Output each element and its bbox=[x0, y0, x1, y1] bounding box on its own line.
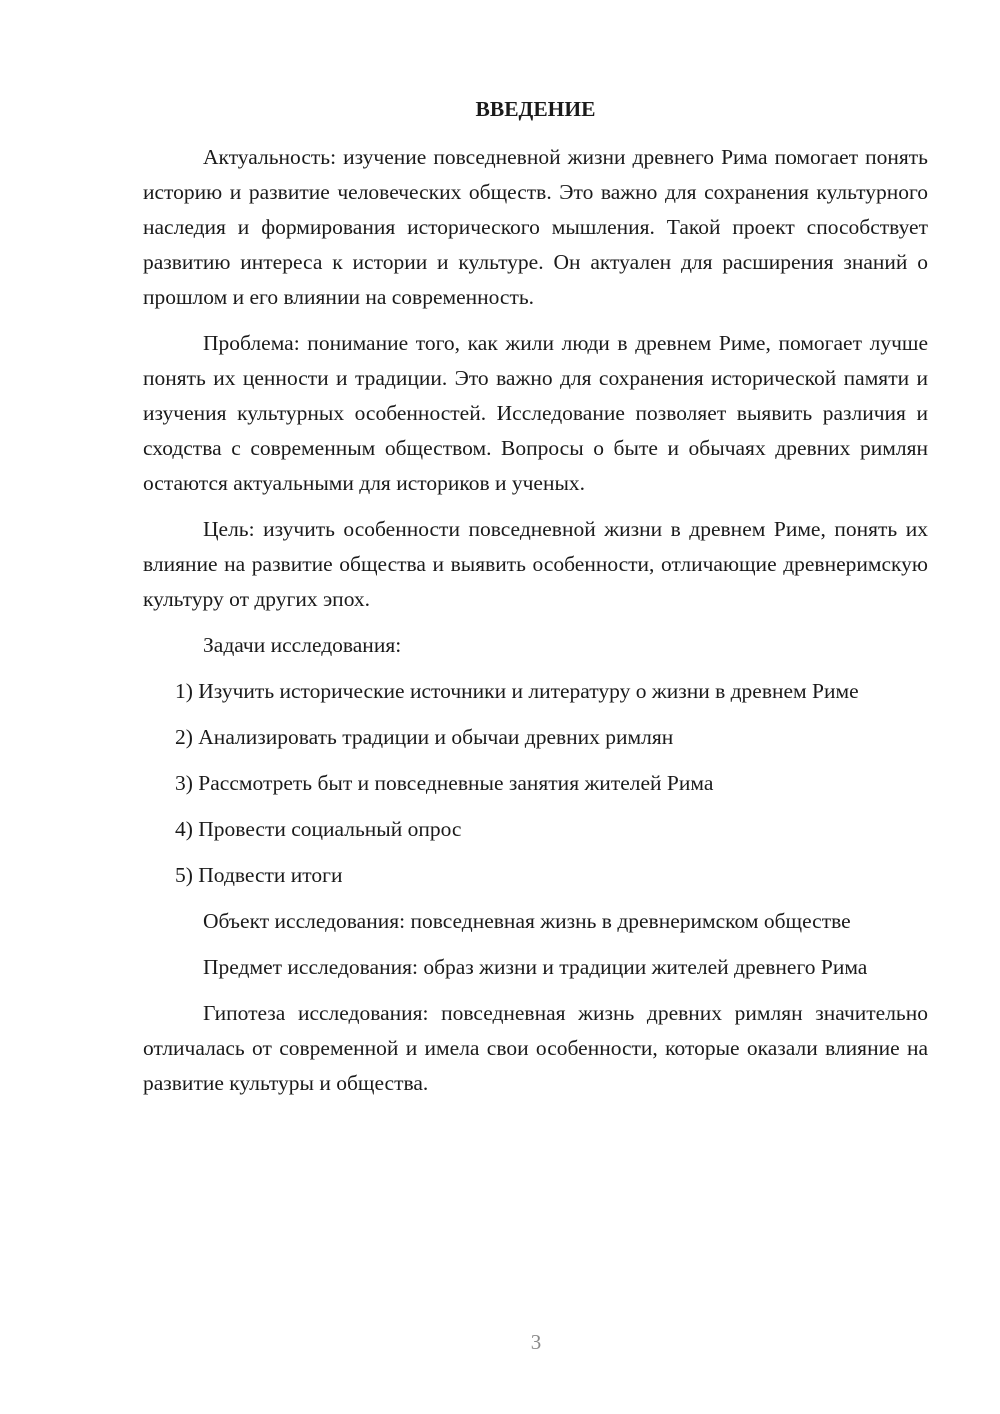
hypothesis-paragraph: Гипотеза исследования: повседневная жизнь древних римлян значительно отличалась от современной и имела свои особенности, которые оказали влияние на развитие культуры и общества. bbox=[143, 1001, 928, 1095]
task-item-4: 4) Провести социальный опрос bbox=[175, 817, 462, 841]
tasks-heading: Задачи исследования: bbox=[203, 633, 402, 657]
document-page bbox=[143, 92, 928, 1112]
task-item-5: 5) Подвести итоги bbox=[175, 863, 343, 887]
relevance-paragraph: Актуальность: изучение повседневной жизни древнего Рима помогает понять историю и развитие человеческих обществ. Это важно для сохранения культурного наследия и формирования исторического мышления. Такой проект способствует развитию интереса к истории и культуре. Он актуален для расширения знаний о прошлом и его влиянии на современность. bbox=[143, 145, 928, 309]
problem-paragraph: Проблема: понимание того, как жили люди в древнем Риме, помогает лучше понять их ценности и традиции. Это важно для сохранения исторической памяти и изучения культурных особенностей. Исследование позволяет выявить различия и сходства с современным обществом. Вопросы о быте и обычаях древних римлян остаются актуальными для историков и ученых. bbox=[143, 331, 928, 495]
task-item-2: 2) Анализировать традиции и обычаи древних римлян bbox=[175, 725, 674, 749]
subject-paragraph: Предмет исследования: образ жизни и традиции жителей древнего Рима bbox=[203, 955, 868, 979]
task-item-1: 1) Изучить исторические источники и литературу о жизни в древнем Риме bbox=[175, 679, 859, 703]
object-paragraph: Объект исследования: повседневная жизнь в древнеримском обществе bbox=[203, 909, 851, 933]
section-title: ВВЕДЕНИЕ bbox=[475, 97, 596, 121]
goal-paragraph: Цель: изучить особенности повседневной жизни в древнем Риме, понять их влияние на развитие общества и выявить особенности, отличающие древнеримскую культуру от других эпох. bbox=[143, 517, 928, 611]
task-item-3: 3) Рассмотреть быт и повседневные занятия жителей Рима bbox=[175, 771, 714, 795]
page-number: 3 bbox=[530, 1330, 542, 1354]
